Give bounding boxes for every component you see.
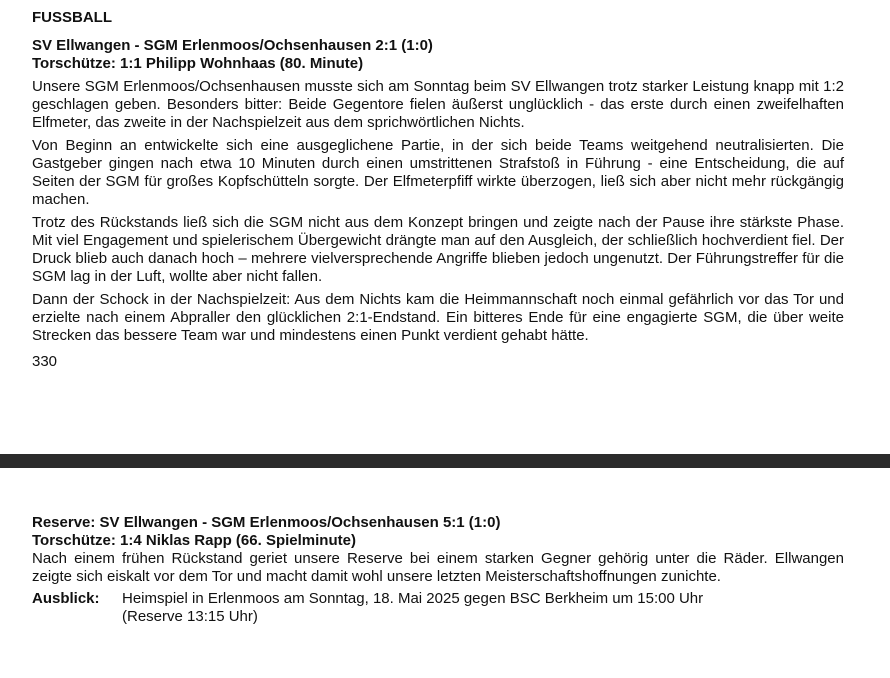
article-paragraph: Dann der Schock in der Nachspielzeit: Aus dem Nichts kam die Heimmannschaft noch einmal gefährlich vor das Tor und erzielte nach einem Abpraller den glücklichen 2:1-Endstand. Ein bitteres Ende für eine engagierte SGM, die über weite Strecken das bessere Team war und mindestens einen Punkt verdient gehabt hätte.: [32, 291, 844, 344]
outlook-row: [32, 590, 844, 626]
reserve-paragraph: Nach einem frühen Rückstand geriet unsere Reserve bei einem starken Gegner gehörig unter die Räder. Ellwangen zeigte sich eiskalt vor dem Tor und macht damit wohl unsere letzten Meisterschaftshoffnungen zunichte.: [32, 550, 844, 585]
article-paragraph: Von Beginn an entwickelte sich eine ausgeglichene Partie, in der sich beide Teams weitgehend neutralisierten. Die Gastgeber gingen nach etwa 10 Minuten durch einen umstrittenen Strafstoß in Führung - eine Entscheidung, die auf Seiten der SGM für großes Kopfschütteln sorgte. Der Elfmeterpfiff wirkte überzogen, ließ sich aber nicht mehr rückgängig machen.: [32, 137, 844, 208]
section-title: FUSSBALL: [32, 9, 112, 26]
page-number: 330: [32, 353, 58, 370]
outlook-label: Ausblick:: [32, 590, 100, 607]
article-paragraph: Unsere SGM Erlenmoos/Ochsenhausen musste sich am Sonntag beim SV Ellwangen trotz starker Leistung knapp mit 1:2 geschlagen geben. Besonders bitter: Beide Gegentore fielen äußerst unglücklich - das erste durch einen zweifelhaften Elfmeter, das zweite in der Nachspielzeit aus dem sprichwörtlichen Nichts.: [32, 78, 844, 131]
scorer-line: Torschütze: 1:1 Philipp Wohnhaas (80. Minute): [32, 55, 364, 72]
match-headline: SV Ellwangen - SGM Erlenmoos/Ochsenhausen 2:1 (1:0): [32, 37, 433, 54]
reserve-scorer-line: Torschütze: 1:4 Niklas Rapp (66. Spielminute): [32, 532, 356, 549]
section-divider: [0, 454, 890, 468]
article-paragraph: Trotz des Rückstands ließ sich die SGM nicht aus dem Konzept bringen und zeigte nach der Pause ihre stärkste Phase. Mit viel Engagement und spielerischem Übergewicht drängte man auf den Ausgleich, der schließlich hochverdient fiel. Der Druck blieb auch danach hoch – mehrere vielversprechende Angriffe blieben jedoch ungenutzt. Der Führungstreffer für die SGM lag in der Luft, wollte aber nicht fallen.: [32, 214, 844, 285]
reserve-headline: Reserve: SV Ellwangen - SGM Erlenmoos/Ochsenhausen 5:1 (1:0): [32, 514, 501, 531]
outlook-line-1: Heimspiel in Erlenmoos am Sonntag, 18. Mai 2025 gegen BSC Berkheim um 15:00 Uhr: [122, 590, 704, 607]
article-top: [32, 8, 844, 371]
outlook-text: [122, 590, 703, 626]
article-bottom: [32, 514, 844, 626]
outlook-line-2: (Reserve 13:15 Uhr): [122, 608, 258, 625]
